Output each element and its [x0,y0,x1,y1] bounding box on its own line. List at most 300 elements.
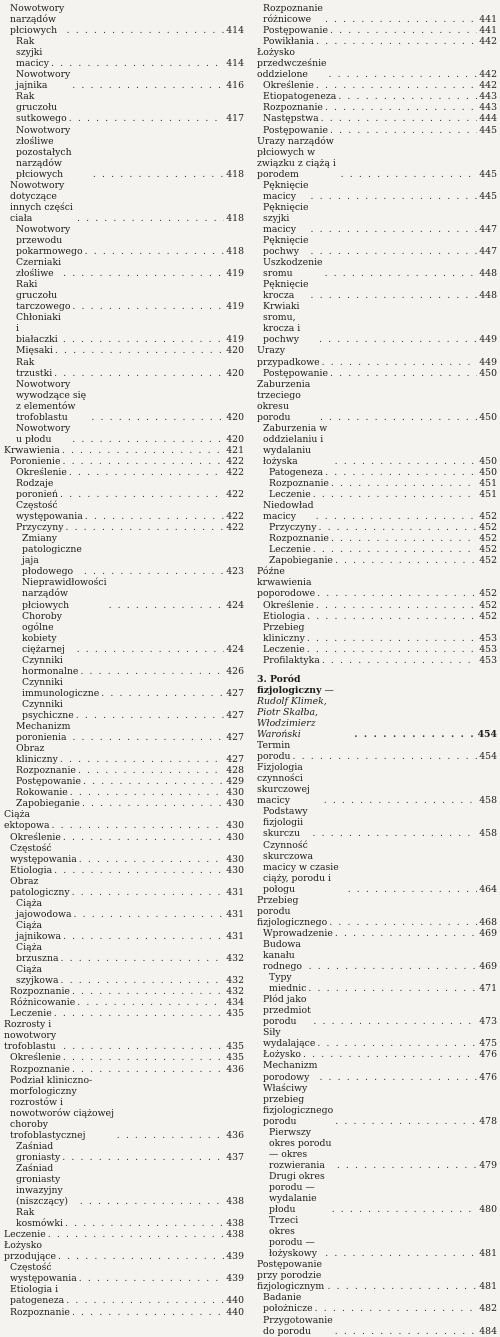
toc-entry-title: Profilaktyka [263,654,320,666]
toc-page-number: 422 [226,522,244,534]
dot-leader [329,69,477,80]
dot-leader [331,533,477,544]
dot-leader [313,544,477,555]
toc-page-number: 427 [226,754,244,766]
dot-leader [341,169,477,180]
toc-page-number: 432 [226,975,244,987]
dot-leader [313,1016,477,1027]
toc-entry[interactable] [4,1284,244,1306]
toc-entry[interactable] [4,379,244,423]
dot-leader [72,301,224,312]
toc-entry-title: Mechanizm porodowy [263,1060,318,1083]
toc-entry[interactable] [257,522,497,533]
toc-entry[interactable] [257,544,497,555]
dot-leader [63,931,224,942]
toc-page-number: 431 [226,886,244,898]
dot-leader [308,983,477,994]
dot-leader [303,1049,477,1060]
toc-left-column [4,3,244,1318]
toc-entry[interactable] [257,994,497,1027]
toc-entry[interactable] [257,840,497,895]
toc-entry-title: Drugi okres porodu — wydalanie płodu [269,1170,325,1216]
dot-leader [315,1303,477,1314]
toc-page-number: 444 [479,113,497,125]
toc-entry[interactable] [257,1083,497,1127]
toc-section-heading[interactable] [257,674,497,740]
toc-entry-title: Zapobieganie [16,798,80,810]
toc-page-number: 458 [479,795,497,807]
toc-entry-title: Etiologia i patogeneza [10,1284,65,1307]
toc-entry-title: Zaśniad groniasty [16,1140,61,1163]
toc-page-number: 422 [226,455,244,467]
toc-page-number: 418 [226,212,244,224]
toc-entry[interactable] [257,533,497,544]
toc-page-number: 480 [479,1204,497,1216]
dot-leader [325,102,477,113]
toc-page-number: 417 [226,113,244,125]
toc-entry-title: Właściwy przebieg fizjologicznego porodu [263,1082,334,1127]
toc-entry[interactable] [4,1163,244,1207]
toc-entry[interactable] [257,972,497,994]
toc-entry[interactable] [4,3,244,36]
toc-page-number: 447 [479,246,497,258]
toc-entry[interactable] [4,522,244,533]
toc-entry[interactable] [257,489,497,500]
dot-leader [72,1307,224,1318]
toc-entry[interactable] [4,69,244,91]
toc-entry[interactable] [257,600,497,611]
toc-page-number: 414 [226,58,244,70]
toc-entry[interactable] [257,740,497,762]
toc-entry[interactable] [257,379,497,423]
toc-entry[interactable] [4,1141,244,1163]
toc-entry-title: Łożysko [263,1049,301,1061]
toc-page-number: 438 [226,1229,244,1241]
toc-entry[interactable] [257,301,497,345]
toc-entry[interactable] [257,895,497,928]
dot-leader [354,729,475,740]
dot-leader [63,1052,224,1063]
toc-page-number: 422 [226,466,244,478]
toc-page-number: 424 [226,643,244,655]
dot-leader [61,975,224,986]
toc-right-column [257,3,497,1337]
toc-entry-title: Urazy narządów płciowych w związku z ciążą i porodem [257,135,336,180]
dot-leader [319,334,477,345]
toc-entry[interactable] [4,467,244,478]
dot-leader [54,865,224,876]
toc-entry[interactable] [4,1240,244,1262]
toc-entry[interactable] [4,1307,244,1318]
toc-entry-title: Nowotwory dotyczące innych części ciała [10,179,73,224]
toc-entry-title: Przyczyny [269,522,317,534]
toc-entry[interactable] [257,257,497,279]
toc-entry-title: Późne krwawienia poporodowe [257,566,316,600]
toc-page-number: 450 [479,466,497,478]
toc-entry[interactable] [4,91,244,124]
toc-page-number: 443 [479,91,497,103]
toc-entry[interactable] [257,1315,497,1337]
toc-entry[interactable] [4,721,244,743]
toc-page-number: 431 [226,908,244,920]
toc-entry[interactable] [257,25,497,36]
toc-entry[interactable] [4,36,244,69]
toc-entry[interactable] [4,898,244,920]
toc-page-number: 436 [226,1063,244,1075]
toc-entry-title: Przebieg porodu fizjologicznego [257,894,328,928]
dot-leader [80,666,224,677]
toc-entry-title: Badanie położnicze [263,1292,313,1315]
toc-entry[interactable] [257,368,497,379]
toc-entry[interactable] [4,699,244,721]
toc-entry[interactable] [4,1008,244,1019]
toc-page-number: 450 [479,411,497,423]
toc-page-number: 438 [226,1218,244,1230]
toc-entry[interactable] [4,865,244,876]
toc-entry[interactable] [4,876,244,898]
toc-entry[interactable] [257,235,497,257]
toc-entry[interactable] [4,1064,244,1075]
toc-entry-title: Termin porodu [257,740,291,763]
toc-entry[interactable] [257,47,497,80]
toc-page-number: 452 [479,610,497,622]
toc-entry[interactable] [4,765,244,776]
toc-page-number: 453 [479,632,497,644]
toc-entry[interactable] [257,423,497,467]
toc-page-number: 440 [226,1306,244,1318]
toc-entry[interactable] [4,478,244,500]
toc-entry[interactable] [4,445,244,456]
toc-entry[interactable] [257,928,497,939]
toc-entry-title: Postępowanie [16,776,81,788]
dot-leader [109,600,224,611]
toc-page-number: 435 [226,1041,244,1053]
toc-page-number: 453 [479,654,497,666]
toc-entry-title: Powikłania [263,36,315,48]
toc-entry-title: Ciąża brzuszna [16,941,59,965]
toc-entry-title: Etiologia [10,864,53,876]
toc-page-number: 423 [226,566,244,578]
toc-entry[interactable] [257,762,497,806]
dot-leader [72,434,224,445]
toc-entry[interactable] [257,806,497,839]
toc-entry[interactable] [257,555,497,566]
dot-leader [311,224,477,235]
toc-entry[interactable] [257,1027,497,1049]
toc-entry-title: Zmiany patologiczne jaja płodowego [22,533,82,578]
dot-leader [72,986,224,997]
toc-entry-title: Pęknięcie macicy [263,179,309,202]
toc-entry[interactable] [4,312,244,345]
toc-entry[interactable] [257,939,497,972]
dot-leader [60,953,224,964]
toc-entry-title: Czynniki hormonalne [22,654,79,677]
dot-leader [69,113,224,124]
toc-entry[interactable] [257,36,497,47]
toc-page-number: 450 [479,367,497,379]
dot-leader [307,611,477,622]
toc-page-number: 427 [226,710,244,721]
dot-leader [51,58,224,69]
toc-entry-title: Postępowanie [263,124,328,136]
toc-entry-title: Uszkodzenie sromu [263,257,323,280]
toc-entry-title: Poronienie [10,455,61,467]
toc-entry-title: Wprowadzenie [263,927,333,939]
toc-entry[interactable] [257,345,497,367]
toc-entry[interactable] [257,478,497,489]
toc-entry[interactable] [257,611,497,622]
toc-entry[interactable] [257,1259,497,1292]
toc-entry-title: Pierwszy okres porodu — okres rozwierania [269,1126,332,1171]
toc-entry-title: Rozpoznanie [10,1063,70,1075]
toc-entry[interactable] [4,843,244,865]
toc-entry[interactable] [4,997,244,1008]
toc-entry-title: Płód jako przedmiot porodu [263,994,311,1028]
toc-page-number: 419 [226,334,244,346]
toc-entry[interactable] [4,920,244,942]
toc-page-number: 448 [479,268,497,280]
dot-leader [337,1160,477,1171]
dot-leader [335,555,477,566]
dot-leader [325,1248,477,1259]
dot-leader [48,1229,224,1240]
toc-entry-title: Ciąża jajowodowa [16,897,72,920]
dot-leader [330,25,477,36]
dot-leader [332,1204,477,1215]
dot-leader [62,456,224,467]
toc-entry[interactable] [4,1052,244,1063]
toc-entry[interactable] [4,423,244,445]
toc-page-number: 420 [226,433,244,445]
toc-entry-title: Nowotwory jajnika [16,69,71,92]
dot-leader [63,832,224,843]
toc-page-number: 445 [479,190,497,202]
dot-leader [309,961,477,972]
toc-page-number: 451 [479,489,497,501]
toc-entry[interactable] [257,1049,497,1060]
toc-entry-title: Nowotwory złośliwe pozostałych narządów płciowych [16,124,72,180]
toc-entry[interactable] [257,180,497,202]
dot-leader [325,14,477,25]
toc-entry-title: Rak gruczołu sutkowego [16,91,67,125]
toc-page-number: 437 [226,1151,244,1163]
toc-entry-title: Ciąża szyjkowa [16,964,59,987]
toc-entry[interactable] [4,1075,244,1141]
toc-entry[interactable] [257,566,497,599]
toc-entry-title: Częstość występowania [16,500,83,523]
toc-entry[interactable] [257,80,497,91]
toc-page-number: 419 [226,301,244,313]
toc-page-number: 479 [479,1159,497,1171]
toc-entry[interactable] [257,91,497,102]
toc-entry-title: Określenie [10,1052,61,1064]
dot-leader [70,787,224,798]
toc-page-number: 435 [226,1008,244,1020]
toc-entry[interactable] [4,986,244,997]
toc-page-number: 471 [479,983,497,995]
dot-leader [63,334,224,345]
toc-entry[interactable] [4,257,244,279]
toc-entry-title: Nieprawidłowości narządów płciowych [22,577,107,611]
dot-leader [311,290,477,301]
dot-leader [293,751,477,762]
dot-leader [348,884,477,895]
toc-entry-title: Urazy przypadkowe [257,345,320,368]
dot-leader [307,633,477,644]
toc-page-number: 432 [226,986,244,998]
toc-entry[interactable] [257,500,497,522]
toc-entry[interactable] [4,125,244,180]
dot-leader [338,91,477,102]
dot-leader [320,412,477,423]
toc-entry[interactable] [257,125,497,136]
toc-entry-title: Określenie [16,466,67,478]
toc-entry[interactable] [257,1215,497,1259]
toc-entry[interactable] [257,3,497,25]
toc-entry[interactable] [257,1171,497,1215]
toc-entry[interactable] [257,113,497,124]
toc-page-number: 429 [226,776,244,788]
toc-entry[interactable] [257,279,497,301]
dot-leader [79,1273,224,1284]
toc-entry-title: Rozrosty i nowotwory trofoblastu [4,1019,57,1053]
toc-entry[interactable] [4,456,244,467]
toc-page-number: 475 [479,1038,497,1050]
toc-entry-title: Postępowanie [263,367,328,379]
toc-entry-title: Leczenie [263,643,305,655]
toc-entry[interactable] [257,136,497,180]
toc-entry[interactable] [4,832,244,843]
toc-entry[interactable] [4,677,244,699]
dot-leader [313,828,478,839]
toc-entry-title: Następstwa [263,113,319,125]
dot-leader [316,80,477,91]
dot-leader [72,1064,224,1075]
toc-entry[interactable] [257,622,497,644]
toc-entry[interactable] [4,577,244,610]
toc-entry[interactable] [257,102,497,113]
toc-page-number: 443 [479,102,497,114]
toc-entry[interactable] [4,743,244,765]
dot-leader [85,511,224,522]
toc-page-number: 442 [479,69,497,81]
toc-entry[interactable] [4,1019,244,1052]
toc-entry-title: Rak szyjki macicy [16,36,49,70]
dot-leader [316,511,477,522]
toc-entry-title: Łożysko przodujące [4,1240,56,1263]
dot-leader [63,1041,224,1052]
toc-section-authors: — Rudolf Klimek, Piotr Skałba, Włodzimierz Waroński [257,684,334,741]
toc-page-number: 449 [479,334,497,346]
toc-entry-title: Rozpoznanie [269,478,329,490]
toc-page-number: 428 [226,765,244,777]
toc-entry[interactable] [4,500,244,522]
toc-entry-title: Czynniki immunologiczne [22,676,100,699]
toc-page-number: 469 [479,927,497,939]
toc-page-number: 452 [479,511,497,523]
toc-entry[interactable] [4,345,244,356]
toc-entry-title: Czerniaki złośliwe [16,257,62,280]
toc-page-number: 442 [479,36,497,48]
toc-entry[interactable] [4,611,244,655]
toc-entry[interactable] [257,644,497,655]
toc-entry-title: Niedowład macicy [263,500,314,523]
toc-entry-title: Pęknięcie szyjki macicy [263,201,309,235]
toc-entry[interactable] [4,180,244,224]
toc-page-number: 449 [479,356,497,368]
toc-entry[interactable] [4,279,244,312]
dot-leader [60,754,224,765]
toc-entry[interactable] [257,655,497,666]
toc-entry[interactable] [4,809,244,831]
toc-entry[interactable] [4,787,244,798]
dot-leader [335,456,477,467]
toc-entry-title: Określenie [10,831,61,843]
toc-page-number: 418 [226,246,244,258]
toc-page-number: 452 [479,533,497,545]
toc-page-number: 419 [226,268,244,280]
toc-entry-title: Obraz kliniczny [16,743,58,766]
toc-entry[interactable] [257,1127,497,1171]
dot-leader [335,928,477,939]
toc-entry[interactable] [4,1262,244,1284]
dot-leader [65,522,224,533]
toc-entry-title: Zaburzenia trzeciego okresu porodu [257,378,311,423]
toc-entry-title: Różnicowanie [10,997,76,1009]
dot-leader [322,357,477,368]
toc-page-number: 447 [479,223,497,235]
toc-entry[interactable] [257,1292,497,1314]
toc-entry[interactable] [4,964,244,986]
toc-entry[interactable] [4,357,244,379]
toc-page-number: 481 [479,1281,497,1293]
toc-page-number: 432 [226,953,244,965]
toc-page-number: 430 [226,831,244,843]
toc-page-number: 418 [226,168,244,180]
toc-entry[interactable] [4,798,244,809]
toc-entry[interactable] [257,1060,497,1082]
toc-entry-title: Rodzaje poronień [16,478,59,501]
toc-page-number: 454 [479,751,497,763]
toc-entry[interactable] [4,655,244,677]
toc-entry-title: Podział kliniczno-morfologiczny rozrostów i nowotworów ciążowej choroby trofoblastycznej [10,1074,114,1141]
toc-page-number: 430 [226,820,244,832]
dot-leader [311,246,477,257]
toc-entry[interactable] [4,942,244,964]
toc-entry-title: Mięsaki [16,345,53,357]
toc-entry[interactable] [257,202,497,235]
toc-entry[interactable] [257,467,497,478]
toc-entry[interactable] [4,224,244,257]
dot-leader [307,644,477,655]
dot-leader [325,467,477,478]
toc-entry[interactable] [4,533,244,577]
dot-leader [67,25,224,36]
toc-page-number: 426 [226,665,244,677]
toc-page-number: 484 [479,1325,497,1337]
toc-entry-title: Krwiaki sromu, krocza i pochwy [263,301,301,346]
toc-page-number: 441 [479,25,497,37]
toc-entry[interactable] [4,1229,244,1240]
dot-leader [66,1295,224,1306]
dot-leader [317,1038,477,1049]
toc-page-number: 452 [479,588,497,600]
dot-leader [331,478,477,489]
toc-entry[interactable] [4,1207,244,1229]
toc-entry-title: Raki gruczołu tarczowego [16,279,71,313]
toc-entry-title: Rozpoznanie [16,765,76,777]
dot-leader [313,489,477,500]
